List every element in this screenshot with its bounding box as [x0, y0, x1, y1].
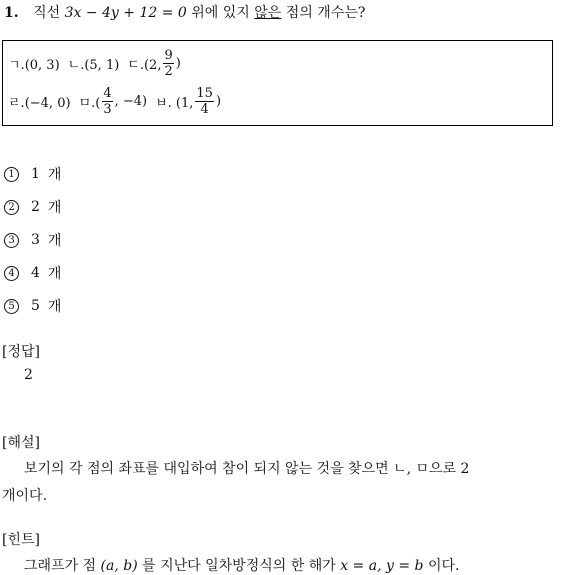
option-label: ㅁ.( [78, 96, 101, 111]
question-prefix: 직선 [33, 5, 61, 21]
hint-point: (a, b) [100, 558, 138, 574]
option-label: ㄹ.(−4, 0) [8, 96, 71, 111]
fraction-denominator: 3 [103, 102, 112, 117]
choice-value: 1 [31, 166, 40, 182]
choice-value: 3 [31, 232, 40, 248]
option-tail: , −4) [114, 94, 148, 109]
option-rieul [8, 92, 71, 111]
explanation-label: [해설] [2, 435, 40, 451]
choice-value: 5 [31, 298, 40, 314]
choice-number-circle: 4 [4, 266, 19, 281]
choice-unit: 개 [47, 299, 62, 315]
question-title [4, 2, 365, 22]
question-suffix: 점의 개수는? [285, 5, 366, 21]
fraction [195, 87, 214, 116]
choice-unit: 개 [47, 167, 62, 183]
choice-3[interactable] [4, 230, 61, 250]
hint-condition: x = a, y = b [340, 558, 424, 574]
choice-1[interactable] [4, 164, 61, 184]
choice-number-circle: 3 [4, 233, 19, 248]
option-bieup [155, 87, 221, 116]
option-label: ㄴ.(5, 1) [67, 58, 120, 73]
option-mieum [79, 87, 148, 116]
option-nieun [68, 54, 120, 73]
question-underlined: 않은 [254, 5, 282, 21]
options-row-1 [8, 49, 189, 78]
question-number: 1. [4, 5, 19, 21]
choice-number-circle: 5 [4, 299, 19, 314]
choice-value: 2 [31, 199, 40, 215]
fraction [163, 49, 173, 78]
choice-unit: 개 [47, 266, 62, 282]
options-row-2 [8, 87, 229, 116]
hint-pre: 그래프가 점 [24, 558, 97, 574]
choice-unit: 개 [47, 200, 62, 216]
option-label: ㄱ.(0, 3) [8, 58, 60, 73]
option-tail: ) [215, 94, 222, 109]
explanation-line-1: 보기의 각 점의 좌표를 대입하여 참이 되지 않는 것을 찾으면 ㄴ, ㅁ으로 2 [24, 461, 470, 477]
hint-mid: 를 지난다 일차방정식의 한 해가 [142, 558, 336, 574]
hint-line [24, 555, 459, 575]
option-label: ㄷ.(2, [127, 58, 162, 73]
question-middle: 위에 있지 [191, 5, 250, 21]
fraction [102, 87, 112, 116]
choice-value: 4 [31, 265, 40, 281]
choice-unit: 개 [47, 233, 62, 249]
answer-value: 2 [24, 367, 33, 383]
choice-number-circle: 2 [4, 200, 19, 215]
explanation-line-2: 개이다. [2, 488, 48, 504]
option-digeut [127, 49, 181, 78]
answer-label: [정답] [2, 344, 40, 360]
choice-2[interactable] [4, 197, 61, 217]
fraction-denominator: 2 [164, 64, 173, 79]
fraction-denominator: 4 [200, 102, 209, 117]
fraction-numerator: 9 [164, 48, 173, 63]
fraction-numerator: 15 [196, 86, 213, 101]
choice-4[interactable] [4, 263, 61, 283]
hint-post: 이다. [427, 558, 460, 574]
option-label: ㅂ. (1, [155, 96, 194, 111]
choice-number-circle: 1 [4, 167, 19, 182]
question-equation: 3x − 4y + 12 = 0 [64, 5, 187, 21]
choice-5[interactable] [4, 296, 61, 316]
fraction-numerator: 4 [103, 86, 112, 101]
option-giyeok [8, 54, 60, 73]
hint-label: [힌트] [2, 532, 40, 548]
options-box [2, 40, 553, 126]
option-tail: ) [175, 56, 181, 71]
